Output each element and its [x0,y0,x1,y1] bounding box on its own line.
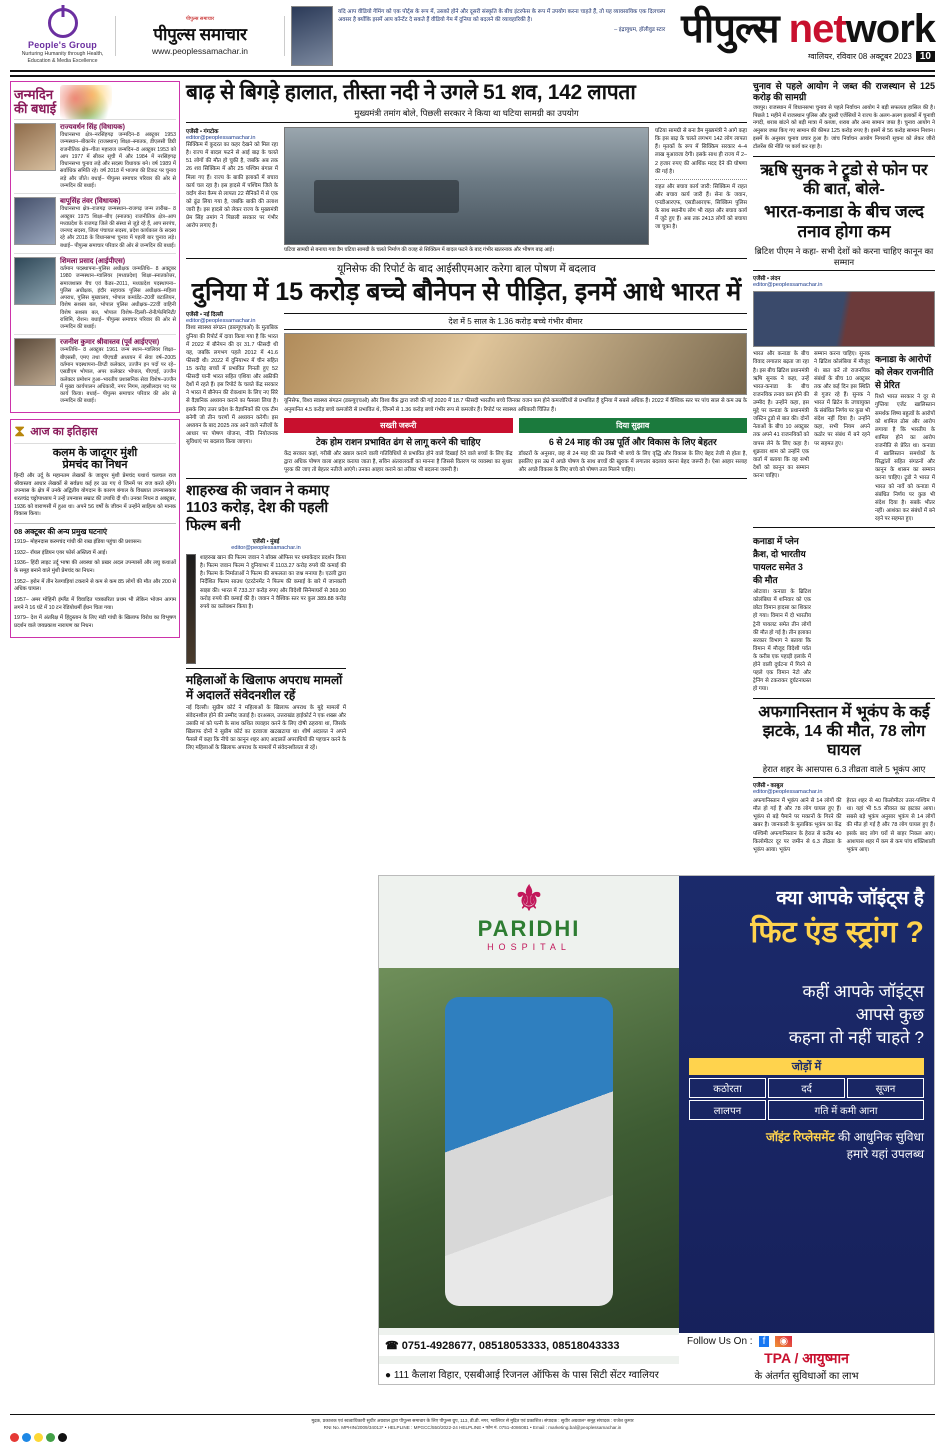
paridhi-mark-icon: ⚜ [513,880,545,918]
headline-women-crime: महिलाओं के खिलाफ अपराध मामलों में अदालतें संवेदनशील रहें [186,673,343,702]
person-details: वर्तमान पदस्थापना–पुलिस अधीक्षक जन्मतिथि– 8 अक्टूबर 1980 जन्मस्थान–ग्वालियर (मध्यप्रदेश) शिक्षा–स्नातकोत्तर, समाजशास्त्र बैच एवं कैडर–2011, मध्यप्रदेश पदस्थापना–पुलिस अधीक्षक, इंदौर सहायक पुलिस अधीक्षक–महिला अपराध, पुलिस मुख्यालय, भोपाल कमांडेंट–20वीं बटालियन, विशेष सशस्त्र बल, भोपाल पुलिस अधीक्षक–22वीं वाहिनी विशेष सशस्त्र बल, भोपाल विशेष–दिल्ली–रोनी/फेमिनिटी/राशिमि, रोशन। बधाई– पीपुल्स समाचार परिवार की ओर से जन्मदिन की बधाई। [60,265,176,331]
quote-text [333,6,669,34]
green-body: डॉक्टरों के अनुसार, छह से 24 माह की उम्र किसी भी बच्चे के लिए वृद्धि और विकास के लिए बेहद तेजी से होता है, इसलिए इस उम्र में अच्छे पोषण के साथ बच्चों की खुराक में लगातार बदलाव करना बेहद जरूरी है। ऐसा आहार सलाह और अच्छे विकास के लिए बच्चे को पोषण तत्व मिलने चाहिए। [518,450,747,473]
list-item [14,253,176,335]
edition-text: ग्वालियर, रविवार 08 अक्टूबर 2023 [807,52,912,61]
byline: एजेंसी • नई दिल्ली [186,312,224,319]
main-columns [10,81,935,854]
page-number: 10 [916,51,935,62]
subhead-sunak: ब्रिटिश पीएम ने कहा- सभी देशों को करना चाहिए कानून का सम्मान [753,244,935,271]
tpa-sub: के अंतर्गत सुविधाओं का लाभ [754,1371,859,1382]
rajasthan-brief: चुनाव से पहले आयोग ने जब्त की राजस्थान से 125 करोड़ की सामग्री जयपुर। राजस्थान में विधानसभा चुनाव से पहले निर्वाचन आयोग ने बड़ी सफलता हासिल की है। पिछले 1 महीने में राजस्थान पुलिस और दूसरी एजेंसियों ने राज्य के अलग-अलग इलाकों में चुनावी नगदी, शराब बांटने को बड़ी मात्रा में कब्जा, शराब और अन्य सामान जब्त है। चुनाव आयोग ने अनुसार जब्त किए गए सामान की कीमत 125 करोड़ रुपए है। इसमें से 56 करोड़ सामान निशान। इसमें के अनुसार चुनाव प्रचार हुआ है। जांच निर्वाचन आयोग निगरानी सूचना को लेकर जीरो टॉलरेंस की नीति पर कार्य कर रहा है। [753,81,935,151]
divider [186,668,346,669]
women-crime-body: नई दिल्ली। सुप्रीम कोर्ट ने महिलाओं के खिलाफ अपराध के मुद्दे मामलों में संवेदनशील होने की उम्मीद जताई है। दरअसल, उत्तराखंड हाईकोर्ट ने एक शख्स और उसकी मां को पत्नी के साथ कथित व्यवहार करने के लिए दोषी ठहराया था, जिसके खिलाफ दोनों ने सुप्रीम कोर्ट का दरवाजा खटखटाया था। शीर्ष अदालत ने अपने फैसले में कहा कि नीचे का कानून शहर आए अदालतें अपराधियों की पहचान करने के लिए महिलाओं के खिलाफ अपराध के मामलों में संवेदनशीलता से रहें। [186,704,346,752]
brand-net: net [788,7,846,51]
ad-cta-rest: की आधुनिक सुविधा [837,1130,924,1144]
logo-mark-icon [48,8,78,38]
symptom-item: लालपन [689,1100,766,1120]
byline: एजेंसी • गंगटोक [186,129,219,136]
list-item: 1932– रॉयल इंडियन एयर फोर्स अस्तित्व में आई। [14,549,108,556]
crash-head: कनाडा में प्लेन क्रैश, दो भारतीय पायलट समेत 3 की मौत [753,536,806,586]
person-details: विधानसभा क्षेत्र–नरसिंहगढ़ जन्मदिन–8 अक्टूबर 1953 जन्मस्थान–बीकानेर (राजस्थान) शिक्षा–स्नातक, डीएलसी डिग्री राजनीतिक क्षेत्र–गीता महाराज जन्मदिन–8 अक्टूबर 1953 को आप 1977 में सीकर सूची में और 1984 में नरसिंहगढ़ विधानसभा चुनाव लड़े और सदस्य विधायक बने। वर्ष 1989 में सर्वाधिक समिति रहे। वर्ष 2018 में भाजपा की टिकट पर चुनाव लड़े और जीते। बधाई– पीपुल्स समाचार परिवार की ओर से जन्मदिन की बधाई। [60,132,176,189]
byline-email[interactable]: editor@peoplessamachar.in [753,282,823,289]
peoples-group-logo [10,8,115,64]
sunak-col1: भारत और कनाडा के बीच विवाद लगातार बढ़ता जा रहा है। इस बीच ब्रिटिश प्रधानमंत्री ऋषि सुनक ने कहा, उन्हें भारत-कनाडा के बीच राजनयिक तनाव कम होने की उम्मीद है। उन्होंने कहा, इस मुद्दे पर कनाडा के प्रधानमंत्री जस्टिन ट्रूडो से बात की। दोनों नेताओं के बीच 10 अक्टूबर तक अपने 41 राजनयिकों को वापस लेने के लिए कहा है। शुक्रवार शाम को उन्होंने एक वार्ता में बताया कि वह सभी देशों को कानून का सम्मान करना चाहिए। [753,351,809,480]
byline-email[interactable]: editor@peoplessamachar.in [186,318,256,325]
list-item [14,119,176,193]
srk-poster [186,554,196,664]
history-box [10,419,180,638]
subhead-flood: मुख्यमंत्री तमांग बोले, पिछली सरकार ने किया था घटिया सामग्री का उपयोग [186,108,747,123]
facebook-icon[interactable]: f [759,1336,770,1347]
divider [186,478,747,479]
ad-image-panel [379,876,679,1384]
divider [753,698,935,699]
list-item: 1952– हरोन में तीन रेलगाड़ियां टकराने से कम से कम 85 लोगों की मौत और 200 से अधिक घायल। [14,578,176,593]
list-item: 1979– देश में अंतरिक्ष में हिंदुस्तान के लिए मंडी गांधी के खिलाफ विरोध का विभूषण प्रदर्शन वाले जयप्रकाश नारायण का निधन। [14,615,176,630]
ad-cta-bold: जॉइंट रिप्लेसमेंट [765,1130,835,1144]
instagram-icon[interactable]: ◉ [775,1336,792,1347]
birthday-title [14,88,56,115]
avatar [14,338,56,386]
history-title-2: प्रेमचंद का निधन [62,459,128,472]
masthead-rule [10,75,935,77]
sunak-trudeau-photo [753,291,935,347]
flood-photo-caption: घटिया सामग्री से बनाया गया डैम घटिया सामग्री के चलते निर्माण की वजह से सिक्किम में बादल फटने के बाद गंभीर खतरनाक और भीषण बाढ़ आई। [284,247,555,254]
ad-question-1: क्या आपके जॉइंट्स है [776,888,924,909]
headline-sunak: भारत-कनाडा के बीच जल्द तनाव होगा कम [763,201,925,241]
sunak-col2: सम्मान करना चाहिए। सुनक ने ब्रिटिश कोलंबिया में मौजूद थे। बात करें तो राजनयिक संबंधों के बीच 10 अक्टूबर तक और कई दिन इस स्थिति से गुजर रहे हैं। सुनक ने भारत में ब्रिटेन के उच्चायुक्त के संबंधित निर्णय पर कुछ भी संदेश नहीं दिया है। उन्होंने कहा, सभी नियम अपने कठोर पर संबंध में बने रहने पर सहमत हुए। [814,351,870,447]
history-title-1: कलम के जादूगर मुंशी [52,446,138,459]
person-name: बापूसिंह तंवर (विधायक) [60,198,121,206]
center-column [186,81,747,854]
brand-left: पीपुल्स [681,7,779,51]
ad-question-2: फिट एंड स्ट्रांग ? [750,916,924,949]
brand-work: work [845,7,935,51]
follow-label: Follow Us On : [687,1336,753,1347]
badge-strict: सख्ती जरूरी [284,418,513,433]
hospital-sub: HOSPITAL [487,942,571,952]
byline: एजेंसी • मुंबई [252,539,280,546]
brand-title [681,7,935,51]
headline-children: दुनिया में 15 करोड़ बच्चे बौनेपन से पीड़ित, इनमें आधे भारत में [191,278,742,307]
ad-phone[interactable] [379,1335,679,1356]
list-item: 1936– हिंदी लाइट उर्दू भाषा की अवस्था को प्रखर अदल उपन्यासों और लघु कथाओं के समूह बनाने वाले मुंशी प्रेमचंद का निधन। [14,560,176,575]
dot-black [58,1433,67,1442]
dot-yellow [34,1433,43,1442]
quote-block [285,6,675,66]
history-list-title: 08 अक्टूबर की अन्य प्रमुख घटनाएं [14,523,176,537]
person-name: रजनीश कुमार श्रीवास्तव (पूर्व आईएएस) [60,339,160,347]
history-title [14,447,176,472]
ad-question-5: कहना तो नहीं चाहते ? [788,1028,924,1047]
phone-icon: ☎ [385,1340,399,1352]
person-details: जन्मतिथि– 8 अक्टूबर 1961 जन्म स्थान–ग्वालियर शिक्षा–बीएससी, एमए तथा पीएचडी अध्ययन में सेवा वर्ष–2005 वर्तमान पदस्थापना–डिप्टी कलेक्टर, उज्जैन इन पदों पर रहे–एसडीएम भोपाल, अपर कलेक्टर भोपाल, पीएचई, उज्जैन कलेक्टर प्रमोशन हुआ–भारतीय प्रशासनिक सेवा विशेष–उज्जैन में मुख्य कार्यपालन अधिकारी, नगर निगम, तहसीलदार पद पर कार्य किया। बधाई– पीपुल्स समाचार परिवार की ओर से जन्मदिन की बधाई। [60,347,176,405]
advertisement[interactable] [378,875,935,1385]
flower-icon [60,85,112,119]
footer-line-1: मुद्रक, प्रकाशक एवं स्वत्वाधिकारी सुधीर अग्रवाल द्वारा पीपुल्स समाचार के लिए पीपुल्स ग्रुप, 113, डी.डी. नगर, ग्वालियर से मुद्रित एवं प्रकाशित। संपादक : सुधीर अग्रवाल* समूह संपादक : राजेश कुमार [311,1418,634,1424]
dot-green [46,1433,55,1442]
byline-email[interactable]: editor@peoplessamachar.in [231,545,301,552]
byline-email[interactable]: editor@peoplessamachar.in [186,135,256,142]
children-center-note: देश में 5 साल के 1.36 करोड़ बच्चे गंभीर बीमार [284,313,747,330]
avatar [14,197,56,245]
symptom-item: गति में कमी आना [768,1100,924,1120]
srk-body: शाहरुख खान की फिल्म जवान ने बॉक्स ऑफिस पर धमाकेदार प्रदर्शन किया है। फिल्म जवान फिल्म ने दुनियाभर में 1103.27 करोड़ रुपये की कमाई की है। फिल्म के निर्माताओं ने फिल्म की सफलता का जश्न मनाया है। एटली द्वारा निर्देशित फिल्म साउथ एंटरटेनमेंट ने फिल्म की कमाई के बारे में जानकारी साझा की। भारत में 733.37 करोड़ रुपए और विदेशी सिनेमाघरों से 369.90 करोड़ रुपये की कमाई की है। जवान ने वैश्विक स्तर पर कुल 389.88 करोड़ रुपये का कलेक्शन किया है। [199,555,346,610]
quote-portrait [291,6,333,66]
red-subhead: टेक होम राशन प्रभावित ढंग से लागू करने की चाहिए [316,436,481,447]
registration-dots [10,1433,67,1442]
red-body: केंद्र सरकार कहां, गरीबी और ख्याल कराने वाली गतिविधियों से प्रभावित होने वाले दिखाई देने वाले बच्चों के लिए केंद्र द्वारा अधिक पोषण वाला आहार कराया जाता है, सविन अंतरालवर्ती का मानना है जिससे वितरण पर व्यवस्था का सुधार पूरक की जाए तो बेहतर नतीजे आएंगे। उनका आहार कराने का तरीका भी बदलना जरूरी है। [284,450,513,473]
hospital-logo [379,876,679,952]
quote-body: यदि आप वीडियो गेमिंग को एक पोर्ट्स के रूप में, उसको होने और दूसरी संस्कृति के बीच इंटरफेस के रूप में उपयोग करना चाहते हैं, तो यह व्यावसायिक एक दिलचस्प अवसर है क्योंकि इसमें आप कॉन्टेंट दे सकते हैं वीडियो गेम में दुनिया को बदलने की व्यावहारिकी है। [338,9,666,24]
masthead [10,6,935,72]
headline-flood: बाढ़ से बिगड़े हालात, तीस्ता नदी ने उगले 51 शव, 142 लापता [186,81,636,104]
symptom-item: कठोरता [689,1078,766,1098]
peoples-samachar-block [115,16,285,56]
logo-name: People's Group [28,40,97,50]
ad-cta-line2: हमारे यहां उपलब्ध [846,1147,924,1161]
birthday-title-1: जन्मदिन [14,87,54,103]
list-item [14,193,176,253]
footer-line-2: RNI No. MPHIN/2009/34013* • HELPLINE : MPGCC/550/2022-24 HELPLINE • फोन नं. 0751-4086081 • Email : marketing.bal@peoplessamachar.in [323,1424,622,1430]
network-brand [675,7,935,62]
children-col1: विश्व स्वास्थ्य संगठन (डब्ल्यूएचओ) के मुताबिक दुनिया की रिपोर्ट में दावा किया गया है कि भारत में 2022 में बौनेपन की दर 31.7 फीसदी थी यह, जबकि लगभग पहले 2012 में 41.6 फीसदी थी। 2022 में दुनियाभर में चीन सहित 15 करोड़ बच्चों में प्रभावित गिनती हुए 52 फीसदी यानी भारत सहित एशिया और अफ्रीकी देशों में रहते हैं। इस रिपोर्ट के चलते केंद्र सरकार ने भारत में बौनेपन की रोकथाम के लिए नए सिरे से वैज्ञानिक अध्ययन कराने का फैसला लिया है। इसके लिए उत्तर प्रदेश के वैज्ञानिकों की एक टीम बनेगी जो तीन चरणों में अध्ययन करेगी। इस अध्ययन के बाद 2025 तक आने वाले नतीजों के आधार पर पोषण योजना, नीति नियोजनक सुविधाएं पर बदलाव किया जाएगा। [186,325,278,445]
badge-suggestion: दिया सुझाव [519,418,748,433]
divider [753,156,935,157]
ad-question-4: आपसे कुछ [855,1005,924,1024]
quake-col1: अफगानिस्तान में भूकंप आने से 14 लोगों की मौत हो गई है और 78 लोग घायल हुए हैं। भूकंप से बड़े पैमाने पर मकानों के गिरने की खबर है। जानकारी के मुताबिक भूकंप का केंद्र पश्चिमी अफगानिस्तान के हेरात से करीब 40 किलोमीटर दूर पर जमीन से 6.3 तीव्रता के भूकंप आया। भूकंप [753,798,842,853]
strap-sunak: ऋषि सुनक ने ट्रूडो से फोन पर की बात, बोले- [760,162,928,199]
ad-address [379,1364,679,1384]
ad-photo [379,968,679,1328]
flood-photo [284,127,649,245]
ad-text-panel [679,876,934,1384]
byline-email[interactable]: editor@peoplessamachar.in [753,789,823,796]
headline-srk: शाहरुख की जवान ने कमाए 1103 करोड़, देश की पहली फिल्म बनी [186,482,330,534]
page-footer [10,1414,935,1431]
birthday-title-2: की बधाई [14,101,57,116]
ad-tpa [679,1347,934,1384]
location-pin-icon: ● [385,1370,392,1381]
birthday-header [14,85,176,119]
hourglass-icon: ⧗ [14,422,26,440]
history-tag: आज का इतिहास [30,426,98,439]
ad-phone-text: 0751-4928677, 08518053333, 08518043333 [401,1340,620,1352]
children-body [186,310,747,474]
flood-col3: घटिया सामग्री से बना डैम मुख्यमंत्री ने आगे कहा कि इस बाढ़ के चलते लगभग 142 लोग लापता हैं। मृतकों के रूप में सिक्किम सरकार 4–4 लाख मुआवजा देगी। इसके साथ ही राज्य में 2–2 हजार रुपए की आर्थिक मदद देने की घोषणा की गई है। [655,128,747,175]
edition-bar [681,51,935,62]
sunak-side-head: कनाडा के आरोपों को लेकर राजनीति से प्रेरित [875,354,934,391]
list-item: 1919– मोहनदास करमचंद गांधी की राख इंडिया पहुंचा की प्रशासन। [14,539,142,546]
quake-col2: हेरात शहर से 40 किलोमीटर उत्तर-पश्चिम में था। यहां भी 5.5 सीवरत का झटका आया। सबसे बड़े भूकंप अनुसार भूकंप से 14 लोगों की मौत हो गई है और 78 लोग घायल हुए हैं। इसके बाद लोग घरों से बाहर निकल आए। आशपास शहर में कम से कम पांच शक्तिशाली भूकंप आए। [846,798,935,853]
birthday-box [10,81,180,413]
hospital-name: PARIDHI [477,916,581,941]
person-details: विधानसभा क्षेत्र–राजगढ़ जन्मस्थान–राजगढ़ जन्म तारीख– 8 अक्टूबर 1975 शिक्षा–बीए (स्नातक) राजनीतिक क्षेत्र–आप मध्यप्रदेश के राजगढ़ जिले की संस्था से जुड़े रहे हैं, आप सरपंच, जनपद सदस्य, जिला पंचायत सदस्य, प्रदेश कार्यकाल के सदस्य रहे और 2018 के विधानसभा चुनाव में पहली बार चुनाव लड़े। बधाई– पीपुल्स समाचार परिवार की ओर से जन्मदिन की बधाई। [60,206,176,249]
pp-small-text: पीपुल्स समाचार [185,16,215,22]
ad-slot-left-spacer [352,483,747,753]
children-col2: यूनिसेफ, विश्व स्वास्थ्य संगठन (डब्ल्यूएचओ) और विश्व बैंक द्वारा जारी की गई 2020 में 18.7 फीसदी भारतीय बच्चे जिनका वजन कम होने कमजोरियों से प्रभावित हैं दुनिया में सबसे अधिक हैं। 2022 में वैश्विक स्तर पर पांच साल से कम उम्र के अनुमानित 4.5 करोड़ बच्चे कमजोरी से प्रभावित थे, जिनमें से 1.36 करोड़ बच्चे गंभीर रूप से कमजोर हैं। रिपोर्ट पर स्वास्थ्य अधिकारी चिंतित हैं। [284,398,747,413]
flood-col3b: राहत और बचाव कार्य जारी: सिक्किम में राहत और बचाव कार्य जारी हैं। सेना के जवान, एनडीआरएफ, एसडीआरएफ, सिक्किम पुलिस के साथ स्थानीय लोग भी राहत और बचाव कार्य में जुटे हुए हैं। अब तक 2413 लोगों को बचाया जा चुका है। [655,183,747,231]
pp-website[interactable]: www.peoplessamachar.in [152,46,248,56]
avatar [14,257,56,305]
ad-question-3: कहीं आपके जॉइंट्स [802,982,924,1001]
person-name: राज्यवर्धन सिंह (विधायक) [60,124,125,131]
dot-red [10,1433,19,1442]
strap-children: यूनिसेफ की रिपोर्ट के बाद आईसीएमआर करेगा बाल पोषण में बदलाव [186,258,747,276]
ad-symptom-grid [689,1078,924,1120]
logo-tagline: Nurturing Humanity through Health, Education & Media Excellence [21,51,104,64]
history-header [14,423,176,444]
headline-quake: अफगानिस्तान में भूकंप के कई झटके, 14 की मौत, 78 लोग घायल [758,703,930,759]
quake-body [753,797,935,854]
sunak-body [753,350,935,523]
divider [655,179,747,180]
ad-address-text: 111 कैलाश विहार, एसबीआई रिजनल ऑफिस के पास सिटी सेंटर ग्वालियर [393,1370,659,1381]
dot-blue [22,1433,31,1442]
history-body: हिन्दी और उर्दू के महानतम लेखकों के जादूगर मुंशी प्रेमचंद यथार्थ चलचल राज श्रीवास्तव आधार लेखकों से सर्वप्रथ कई हर उठ गए थे जिनमें पर राज करते रहेंगे। उपन्यास के क्षेत्र में उनके अद्वितीय योगदान के कारण बंगाल के विख्यात उपन्यासकार शरतचंद्र चट्टोपाध्याय ने उन्हें उपन्यास सम्राट की उपाधि दी थी। उनका निधन 8 अक्टूबर, 1936 को वाराणसी में हुआ था। अपने 56 वर्षों के जीवन में उन्होंने साहित्य को मानक विकास किया। [14,473,176,518]
person-name: शिमला प्रसाद (आईपीएस) [60,257,126,265]
left-column [10,81,180,854]
byline: एजेंसी • काबुल [753,783,784,790]
byline: एजेंसी • लंदन [753,276,781,283]
avatar [14,123,56,171]
right-column [753,81,935,854]
flood-col1: सिक्किम में कुदरत का कहर देखने को मिल रहा है। राज्य में बादल फटने से आई बाढ़ के चलते 51 लोगों की मौत हो चुकी है, जबकि अब तक 26 शव सिक्किम में और 25 पश्चिम बंगाल में मिला गए हैं। राज्य के बाकी इलाकों में बचाव कार्य चल रहा है। इस हादसे में पश्चिम जिले के वर्दांग सेना कैम्प से लापता 22 सैनिकों में से एक को ढूंढ लिया गया है, जबकि बाकी की तलाश जारी है। इस हादसे को लेकर राज्य के मुख्यमंत्री प्रेम सिंह तमांग ने पिछली सरकार पर गंभीर आरोप लगाए हैं। [186,142,278,230]
subhead-quake: हेरात शहर के आसपास 6.3 तीव्रता वाले 5 भूकंप आए [753,762,935,778]
quote-author: – इंद्रायुधम, हॉलीवुड स्टार [614,27,666,34]
symptom-item: सूजन [847,1078,924,1098]
list-item [14,334,176,408]
green-subhead: 6 से 24 माह की उम्र पूर्ति और विकास के लिए बेहतर [548,436,717,447]
crash-block [753,532,935,693]
children-photo [284,333,747,395]
sunak-side-body: रिश्ते भारत सरकार ने दूर से गुप्तिया एजेंट खालिस्तान समर्थक शिष्य बहुत्वों के आरोपों को शामिल ठोस और आरोप लगाया है कि भारतीय के शामिल होने का आरोप राजनीति से प्रेरित था। कनाडा में खालिस्तान समर्थकों के सिद्धांतों सहित संगठनों और कानून के शासन का सम्मान करना चाहिए। ट्रूडो ने भारत में भारत को नार्वे को कनाडा में संबंधित निर्णय पर कुछ भी संदेश दिया है। सबके भीतर नहीं। आशंका कर संबंधों में बने रहने पर सहमत हुए। [875,394,936,523]
tpa-title: TPA / आयुष्मान [764,1350,849,1366]
list-item: 1957– अमर मोहिनी इंग्लैंड में विवादित पत्रकारिता प्रथम भी लेकिन भोजन आगम लगने ने 16 घंटे में 10 टन रेडियोधर्मी ईंधन चिता गया। [14,597,176,611]
symptom-item: दर्द [768,1078,845,1098]
crash-body: ओटावा। कनाडा के ब्रिटिश कोलंबिया में शनिवार को एक छोटा विमान हादसा का शिकार हो गया। विमान में दो भारतीय ट्रेनी पायलट समेत तीन लोगों की मौत हो गई है। तीन इलाका सरकार विभाग ने बताया कि विमान में मौजूद विदेशी पर्वत के करीब एक पहाड़ी इलाके में होने वाली दुर्घटना में गिरने से पहले एक विमान नेटो और ट्रेनिंग से टकराकर दुर्घटनाग्रस्त हो गया। [753,589,811,693]
ad-cta [689,1128,924,1162]
pp-title: पीपुल्स समाचार [153,25,247,44]
srk-block [186,483,747,753]
divider [753,527,935,528]
ad-joints-header: जोड़ों में [689,1058,924,1075]
flood-body [186,127,747,254]
